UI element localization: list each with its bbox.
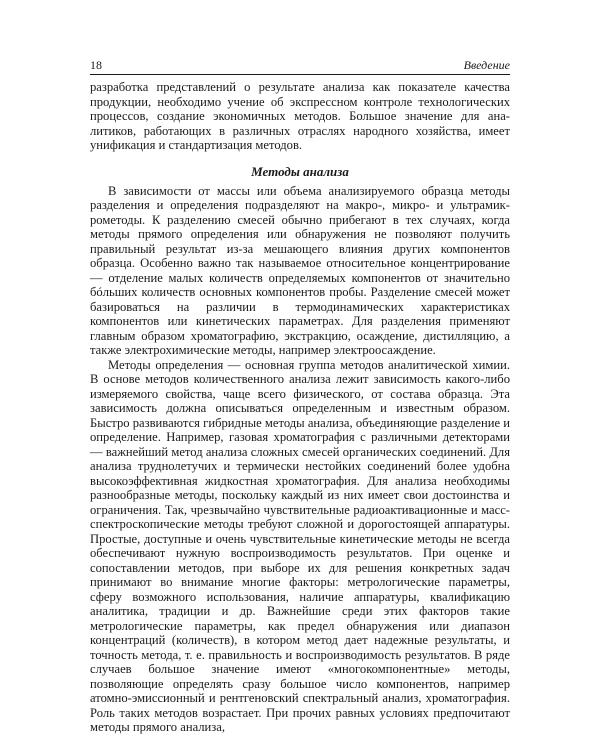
section-heading: Методы анализа: [251, 163, 349, 179]
header-rule: [90, 74, 510, 75]
body-text: [90, 80, 510, 735]
paragraph-continued: разработка представлений о результате анализа как показателе качества продукции, необходимо учение об экспрессном контроле технологических процессов, создание экономичных методов. Большое значение для аналитиков, работающих в различных отраслях народного хозяйства, имеет унификация и стандартизация методов.: [90, 80, 510, 152]
paragraph: Методы определения — основная группа методов аналитической химии. В основе методов количественного анализа лежит зависимость какого-либо измеряемого свойства, чаще всего физического, от состава образца. Эта зависимость должна описываться определенным и известным образом. Быстро развиваются гибридные методы анализа, объединяющие разделение и определение. Например, газовая хроматография с различными детекторами — важнейший метод анализа сложных смесей органических соединений. Для анализа труднолетучих и термически нестойких соединений более удобна высокоэффективная жидкостная хроматография. Для анализа необходимы разнообразные методы, поскольку каждый из них имеет свои достоинства и ограничения. Так, чрезвычайно чувствительные радиоактивационные и масс-спектроскопические методы требуют сложной и дорогостоящей аппаратуры. Простые, доступные и очень чувствительные кинетические методы не всегда обеспечивают нужную воспроизводимость результатов. При оценке и сопоставлении методов, при выборе их для решения конкретных задач принимают во внимание многие факторы: метрологические параметры, сферу возможного использования, наличие аппаратуры, квалификацию аналитика, традиции и др. Важнейшие среди этих факторов такие метрологические параметры, как предел обнаружения или диапазон концентраций (количеств), в котором метод дает надежные результаты, и точность метода, т. е. правильность и воспроизводимость результатов. В ряде случаев большое значение имеют «многокомпонентные» методы, позволяющие определять сразу большое число компонентов, например атомно-эмиссионный и рентгеновский спектральный анализ, хроматография. Роль таких методов возрастает. При прочих равных условиях предпочитают методы прямого анализа,: [90, 357, 510, 734]
paragraph: В зависимости от массы или объема анализируемого образца методы разделения и определения подразделяют на макро-, микро- и ультрамикрометоды. К разделению смесей обычно прибегают в тех случаях, когда методы прямого определения или обнаружения не позволяют получить правильный результат из-за мешающего влияния других компонентов образца. Особенно важно так называемое относительное концентрирование — отделение малых количеств определяемых компонентов от значительно бóльших количеств основных компонентов пробы. Разделение смесей может базироваться на различии в термодинамических характеристиках компонентов или кинетических параметрах. Для разделения применяют главным образом хроматографию, экстракцию, осаждение, дистилляцию, а также электрохимические методы, например электроосаждение.: [90, 183, 510, 357]
running-title: Введение: [463, 58, 510, 72]
page-number: 18: [90, 58, 102, 72]
running-header: [90, 58, 510, 74]
